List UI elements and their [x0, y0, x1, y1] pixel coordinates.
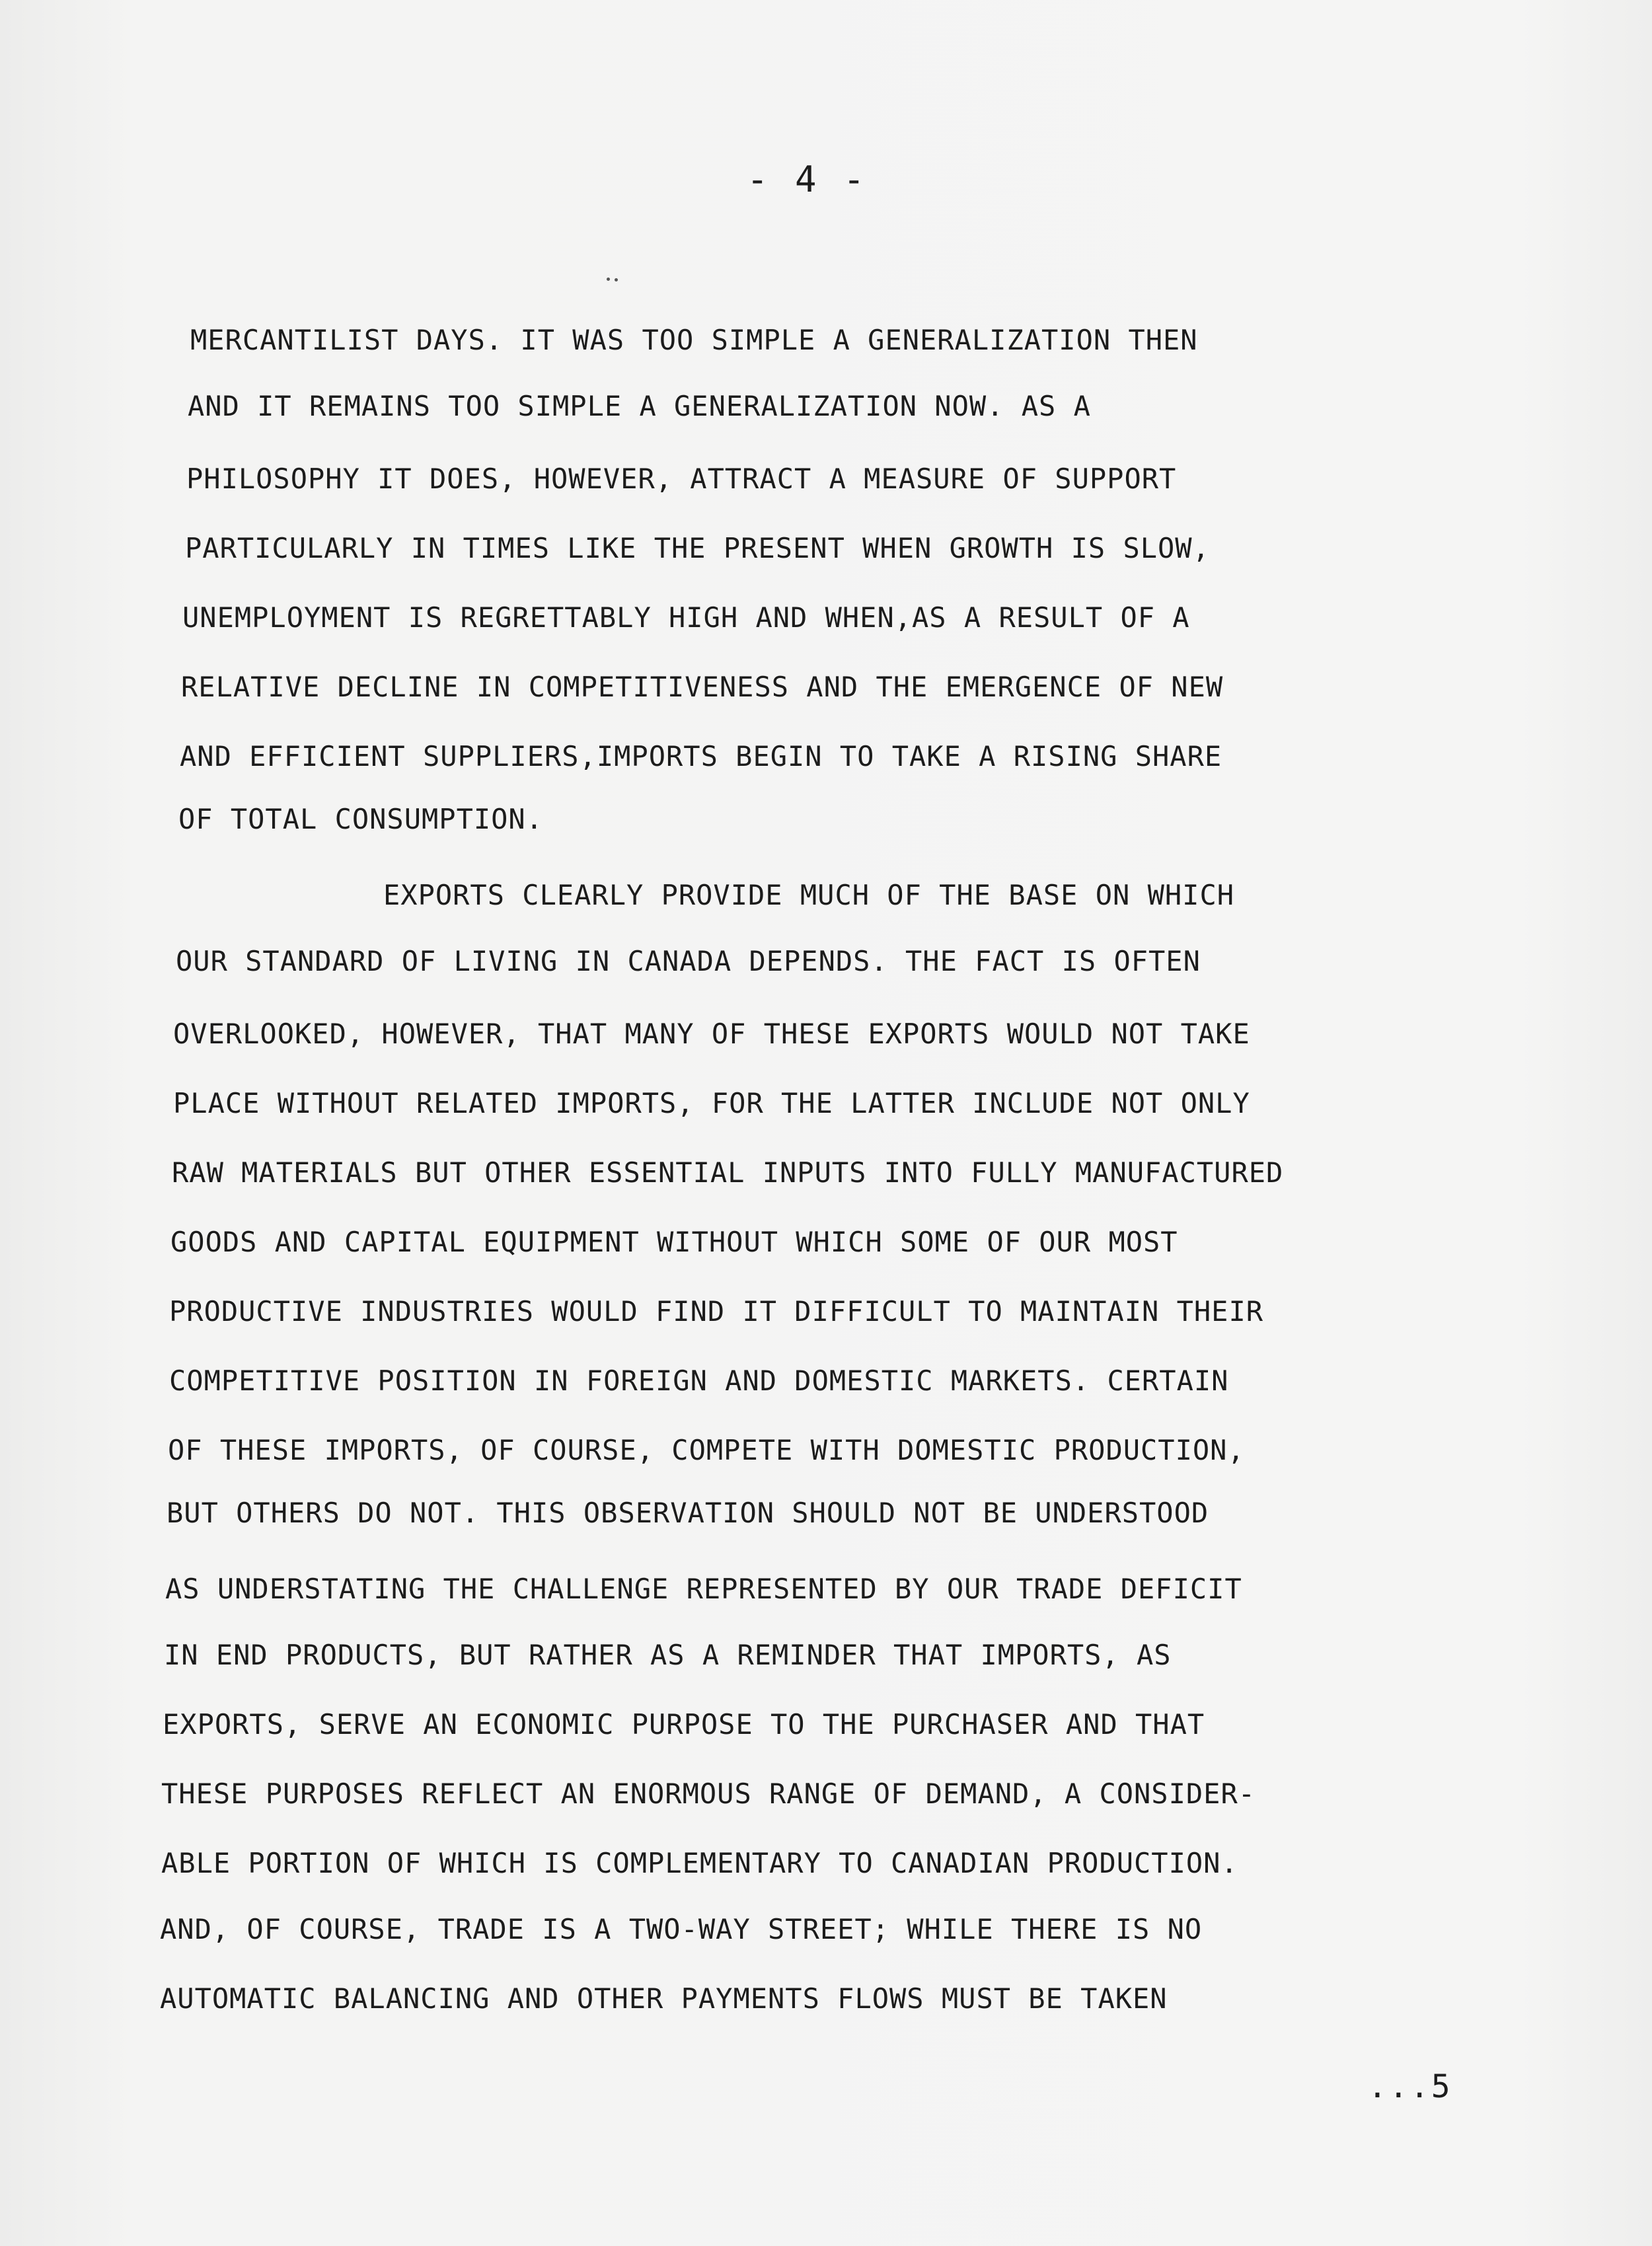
text-line: OUR STANDARD OF LIVING IN CANADA DEPENDS. THE FACT IS OFTEN — [176, 945, 1201, 977]
text-line: AND EFFICIENT SUPPLIERS,IMPORTS BEGIN TO TAKE A RISING SHARE — [180, 740, 1222, 772]
text-line: UNEMPLOYMENT IS REGRETTABLY HIGH AND WHEN,AS A RESULT OF A — [182, 601, 1190, 634]
continuation-marker: ...5 — [1368, 2068, 1452, 2105]
text-line: RAW MATERIALS BUT OTHER ESSENTIAL INPUTS INTO FULLY MANUFACTURED — [172, 1156, 1284, 1189]
text-line: PHILOSOPHY IT DOES, HOWEVER, ATTRACT A MEASURE OF SUPPORT — [186, 463, 1177, 495]
text-line: AND IT REMAINS TOO SIMPLE A GENERALIZATION NOW. AS A — [188, 390, 1091, 422]
stray-mark — [607, 278, 610, 281]
text-line: COMPETITIVE POSITION IN FOREIGN AND DOMESTIC MARKETS. CERTAIN — [169, 1365, 1229, 1397]
text-line: THESE PURPOSES REFLECT AN ENORMOUS RANGE OF DEMAND, A CONSIDER- — [161, 1778, 1256, 1810]
text-line: OF TOTAL CONSUMPTION. — [178, 803, 544, 835]
text-line: OF THESE IMPORTS, OF COURSE, COMPETE WITH DOMESTIC PRODUCTION, — [168, 1434, 1245, 1466]
text-line: AND, OF COURSE, TRADE IS A TWO-WAY STREET; WHILE THERE IS NO — [160, 1913, 1203, 1945]
text-line: PRODUCTIVE INDUSTRIES WOULD FIND IT DIFFICULT TO MAINTAIN THEIR — [169, 1295, 1264, 1328]
page-number: - 4 - — [747, 159, 868, 200]
text-line: MERCANTILIST DAYS. IT WAS TOO SIMPLE A GENERALIZATION THEN — [190, 324, 1198, 356]
text-line: IN END PRODUCTS, BUT RATHER AS A REMINDER THAT IMPORTS, AS — [164, 1639, 1172, 1671]
text-line: PARTICULARLY IN TIMES LIKE THE PRESENT WHEN GROWTH IS SLOW, — [185, 532, 1210, 564]
text-line: EXPORTS CLEARLY PROVIDE MUCH OF THE BASE ON WHICH — [383, 879, 1235, 911]
text-line: OVERLOOKED, HOWEVER, THAT MANY OF THESE EXPORTS WOULD NOT TAKE — [173, 1018, 1250, 1050]
text-line: AUTOMATIC BALANCING AND OTHER PAYMENTS FLOWS MUST BE TAKEN — [160, 1982, 1168, 2015]
stray-mark — [615, 278, 618, 281]
text-line: GOODS AND CAPITAL EQUIPMENT WITHOUT WHICH SOME OF OUR MOST — [170, 1226, 1178, 1258]
text-line: EXPORTS, SERVE AN ECONOMIC PURPOSE TO THE PURCHASER AND THAT — [163, 1708, 1205, 1741]
text-line: BUT OTHERS DO NOT. THIS OBSERVATION SHOULD NOT BE UNDERSTOOD — [167, 1497, 1209, 1529]
text-line: AS UNDERSTATING THE CHALLENGE REPRESENTED BY OUR TRADE DEFICIT — [165, 1573, 1242, 1605]
text-line: ABLE PORTION OF WHICH IS COMPLEMENTARY TO CANADIAN PRODUCTION. — [161, 1847, 1238, 1879]
text-line: PLACE WITHOUT RELATED IMPORTS, FOR THE LATTER INCLUDE NOT ONLY — [173, 1087, 1250, 1119]
text-line: RELATIVE DECLINE IN COMPETITIVENESS AND THE EMERGENCE OF NEW — [181, 671, 1224, 703]
